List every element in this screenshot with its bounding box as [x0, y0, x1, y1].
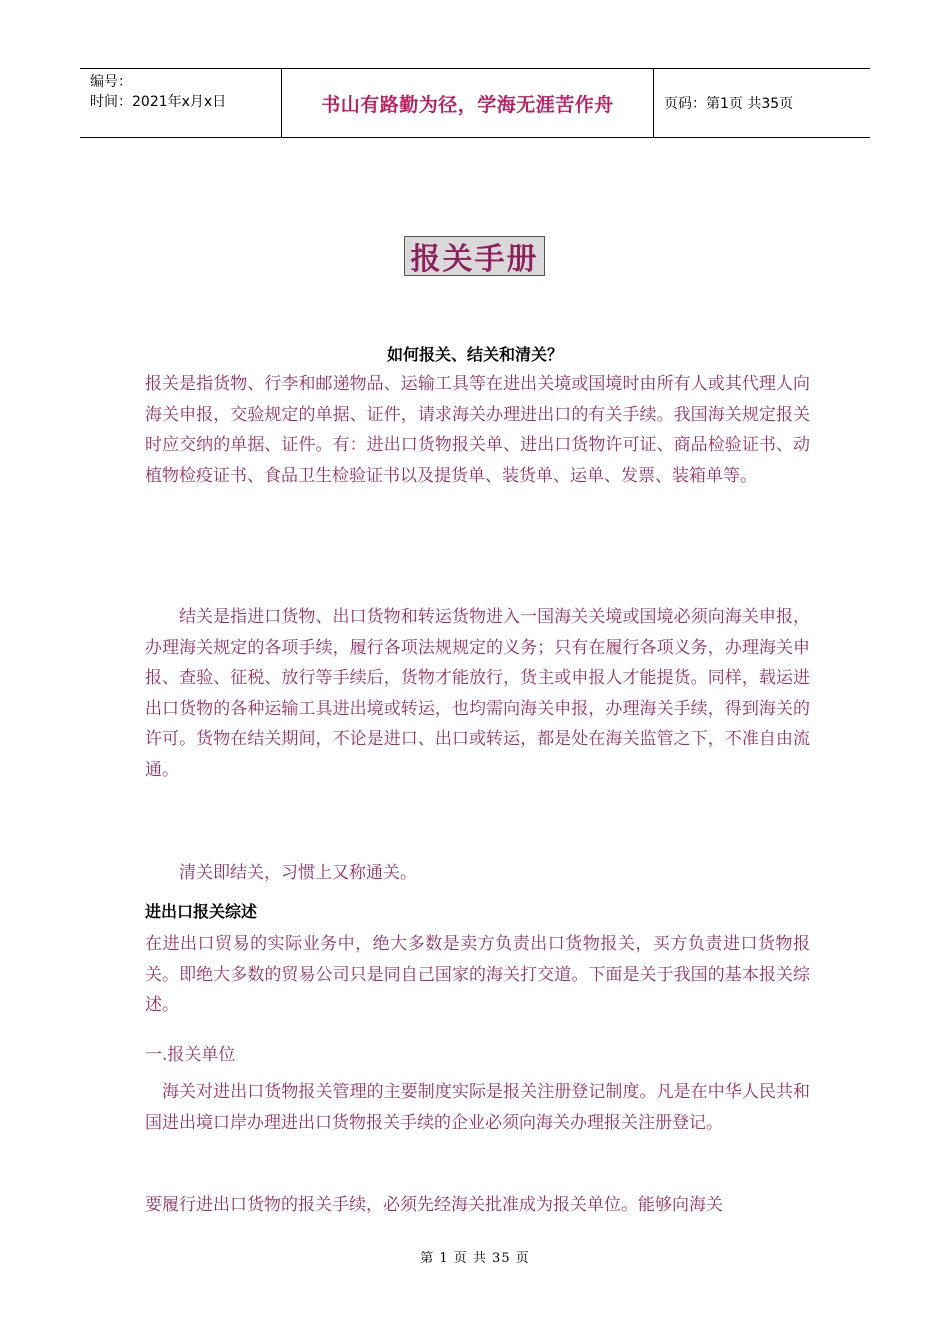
header-meta-cell — [80, 69, 282, 137]
document-title: 报关手册 — [404, 236, 545, 276]
document-subtitle: 如何报关、结关和清关？ — [386, 345, 563, 364]
paragraph-overview: 在进出口贸易的实际业务中，绝大多数是卖方负责出口货物报关，买方负责进口货物报关。即绝大多数的贸易公司只是同自己国家的海关打交道。下面是关于我国的基本报关综述。 — [145, 934, 810, 1015]
header-table — [80, 68, 870, 138]
paragraph-requirement: 要履行进出口货物的报关手续，必须先经海关批准成为报关单位。能够向海关 — [145, 1195, 723, 1215]
paragraph-clearance-definition: 清关即结关，习惯上又称通关。 — [179, 863, 417, 883]
header-page-info: 页码：第1页 共35页 — [664, 96, 794, 112]
page-footer: 第 1 页 共 35 页 — [420, 1251, 530, 1266]
paragraph-customs-clearance: 结关是指进口货物、出口货物和转运货物进入一国海关关境或国境必须向海关申报，办理海关规定的各项手续，履行各项法规规定的义务；只有在履行各项义务，办理海关申报、查验、征税、放行等手续后，货物才能放行，货主或申报人才能提货。同样，载运进出口货物的各种运输工具进出境或转运，也均需向海关申报，办理海关手续，得到海关的许可。货物在结关期间，不论是进口、出口或转运，都是处在海关监管之下，不准自由流通。 — [145, 607, 810, 780]
list-item-heading: 一.报关单位 — [145, 1045, 236, 1065]
paragraph-registration: 海关对进出口货物报关管理的主要制度实际是报关注册登记制度。凡是在中华人民共和国进出境口岸办理进出口货物报关手续的企业必须向海关办理报关注册登记。 — [145, 1082, 810, 1133]
section-heading: 进出口报关综述 — [145, 902, 258, 921]
paragraph-customs-declaration: 报关是指货物、行李和邮递物品、运输工具等在进出关境或国境时由所有人或其代理人向海关申报，交验规定的单据、证件，请求海关办理进出口的有关手续。我国海关规定报关时应交纳的单据、证件。有：进出口货物报关单、进出口货物许可证、商品检验证书、动植物检疫证书、食品卫生检验证书以及提货单、装货单、运单、发票、装箱单等。 — [145, 374, 810, 486]
number-label: 编号： — [90, 74, 132, 90]
time-label: 时间：2021年x月x日 — [90, 94, 227, 110]
header-motto: 书山有路勤为径，学海无涯苦作舟 — [282, 69, 654, 137]
